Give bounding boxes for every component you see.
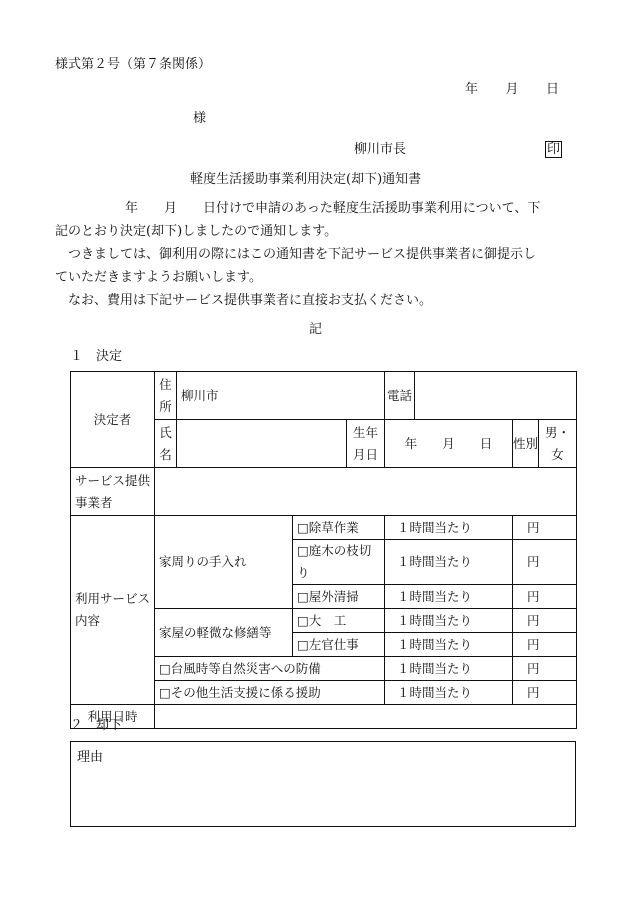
section2-heading: ２ 却下 bbox=[70, 718, 123, 733]
address-value: 柳川市 bbox=[177, 372, 385, 420]
addressee-suffix: 様 bbox=[193, 111, 207, 126]
phone-value bbox=[415, 372, 577, 420]
body-line-2: 記のとおり決定(却下)しましたので通知します。 bbox=[55, 224, 338, 239]
service-item: □左官仕事 bbox=[293, 633, 385, 657]
decider-label: 決定者 bbox=[71, 372, 155, 468]
address-label: 住所 bbox=[155, 372, 177, 420]
provider-label: サービス提供事業者 bbox=[71, 468, 155, 516]
name-value bbox=[177, 420, 347, 468]
body-line-3: つきましては、御利用の際にはこの通知書を下記サービス提供事業者に御提示し bbox=[55, 247, 537, 262]
sex-value: 男・女 bbox=[539, 420, 577, 468]
service-item: □大 工 bbox=[293, 609, 385, 633]
service-item: □除草作業 bbox=[293, 516, 385, 540]
service-label: 利用サービス内容 bbox=[71, 516, 155, 705]
birth-label: 生年月日 bbox=[347, 420, 385, 468]
service-rate: １時間当たり bbox=[385, 633, 513, 657]
service-unit: 円 bbox=[513, 585, 577, 609]
mayor-title: 柳川市長 bbox=[354, 142, 407, 157]
seal-text: 印 bbox=[547, 142, 561, 157]
ki-label: 記 bbox=[309, 322, 323, 337]
body-line-5: なお、費用は下記サービス提供事業者に直接お支払ください。 bbox=[55, 293, 433, 308]
phone-label: 電話 bbox=[385, 372, 415, 420]
home-care-label: 家周りの手入れ bbox=[155, 516, 293, 609]
service-rate: １時間当たり bbox=[385, 516, 513, 540]
service-unit: 円 bbox=[513, 633, 577, 657]
document-title: 軽度生活援助事業利用決定(却下)通知書 bbox=[190, 172, 422, 187]
provider-value bbox=[155, 468, 577, 516]
service-item: □台風時等自然災害への防備 bbox=[155, 657, 385, 681]
service-item: □その他生活支援に係る援助 bbox=[155, 681, 385, 705]
service-unit: 円 bbox=[513, 681, 577, 705]
service-unit: 円 bbox=[513, 516, 577, 540]
service-item: □屋外清掃 bbox=[293, 585, 385, 609]
body-line-4: ていただきますようお願いします。 bbox=[55, 270, 262, 285]
issue-date: 年 月 日 bbox=[465, 82, 560, 97]
birth-value: 年 月 日 bbox=[385, 420, 513, 468]
reason-label: 理由 bbox=[77, 750, 104, 765]
service-rate: １時間当たり bbox=[385, 657, 513, 681]
use-date-label: 利用日時 bbox=[71, 705, 155, 729]
service-unit: 円 bbox=[513, 540, 577, 585]
service-rate: １時間当たり bbox=[385, 585, 513, 609]
body-line-1: 年 月 日付けで申請のあった軽度生活援助事業利用について、下 bbox=[125, 201, 541, 216]
service-rate: １時間当たり bbox=[385, 609, 513, 633]
name-label: 氏名 bbox=[155, 420, 177, 468]
sex-label: 性別 bbox=[513, 420, 539, 468]
reason-box bbox=[70, 741, 576, 827]
decision-table bbox=[70, 371, 577, 729]
service-rate: １時間当たり bbox=[385, 540, 513, 585]
use-date-value bbox=[155, 705, 577, 729]
section1-heading: １ 決定 bbox=[70, 349, 123, 364]
repair-label: 家屋の軽微な修繕等 bbox=[155, 609, 293, 657]
service-unit: 円 bbox=[513, 657, 577, 681]
service-item: □庭木の枝切り bbox=[293, 540, 385, 585]
service-rate: １時間当たり bbox=[385, 681, 513, 705]
seal-mark bbox=[545, 142, 562, 158]
form-number: 様式第２号（第７条関係） bbox=[55, 57, 212, 72]
service-unit: 円 bbox=[513, 609, 577, 633]
